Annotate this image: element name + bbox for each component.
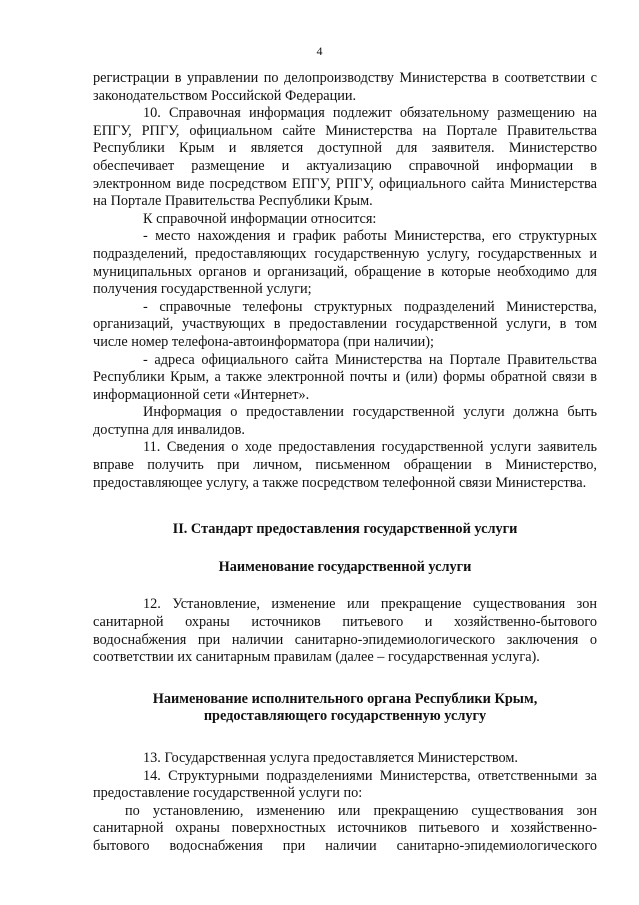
paragraph-14-continuation: по установлению, изменению или прекращению существования зон санитарной охраны поверхностных источников питьевого и хозяйственно-бытового водоснабжения при наличии санитарно-эпидемиологического [93, 802, 597, 854]
paragraph-registration: регистрации в управлении по делопроизводству Министерства в соответствии с законодательством Российской Федерации. [93, 70, 597, 104]
subheading-authority-line2: предоставляющего государственную услугу [203, 708, 487, 725]
list-item-phones: - справочные телефоны структурных подразделений Министерства, организаций, участвующих в предоставлении государственной услуги, в том числе номер телефона-автоинформатора (при наличии); [93, 298, 597, 350]
section-heading-standard: II. Стандарт предоставления государственной услуги [172, 521, 518, 538]
subheading-authority-line1: Наименование исполнительного органа Республики Крым, [152, 690, 538, 707]
paragraph-accessibility: Информация о предоставлении государственной услуги должна быть доступна для инвалидов. [93, 404, 597, 438]
paragraph-reference-intro: К справочной информации относится: [143, 210, 377, 227]
list-item-addresses: - адреса официального сайта Министерства на Портале Правительства Республики Крым, а также электронной почты и (или) формы обратной связи в информационной сети «Интернет». [93, 351, 597, 403]
paragraph-14: 14. Структурными подразделениями Министерства, ответственными за предоставление государственной услуги по: [93, 767, 597, 802]
page-number: 4 [316, 44, 323, 58]
paragraph-13: 13. Государственная услуга предоставляется Министерством. [143, 750, 518, 766]
paragraph-10: 10. Справочная информация подлежит обязательному размещению на ЕПГУ, РПГУ, официальном сайте Министерства на Портале Правительства Республики Крым и является доступной для заявителя. Министерство обеспечивает размещение и актуализацию справочной информации в электронном виде посредством ЕПГУ, РПГУ, официального сайта Министерства на Портале Правительства Республики Крым. [93, 105, 597, 210]
page-body [93, 70, 597, 856]
list-item-location: - место нахождения и график работы Министерства, его структурных подразделений, предоставляющих государственную услугу, государственных и муниципальных органов и организаций, обращение в которые необходимо для получения государственной услуги; [93, 228, 597, 298]
paragraph-11: 11. Сведения о ходе предоставления государственной услуги заявитель вправе получить при личном, письменном обращении в Министерство, предоставляющее услугу, а также посредством телефонной связи Министерства. [93, 439, 597, 491]
paragraph-12: 12. Установление, изменение или прекращение существования зон санитарной охраны источников питьевого и хозяйственно-бытового водоснабжения при наличии санитарно-эпидемиологического заключения о соответствии их санитарным правилам (далее – государственная услуга). [93, 596, 597, 666]
subheading-service-name: Наименование государственной услуги [218, 558, 472, 575]
subheading-authority [93, 691, 597, 726]
